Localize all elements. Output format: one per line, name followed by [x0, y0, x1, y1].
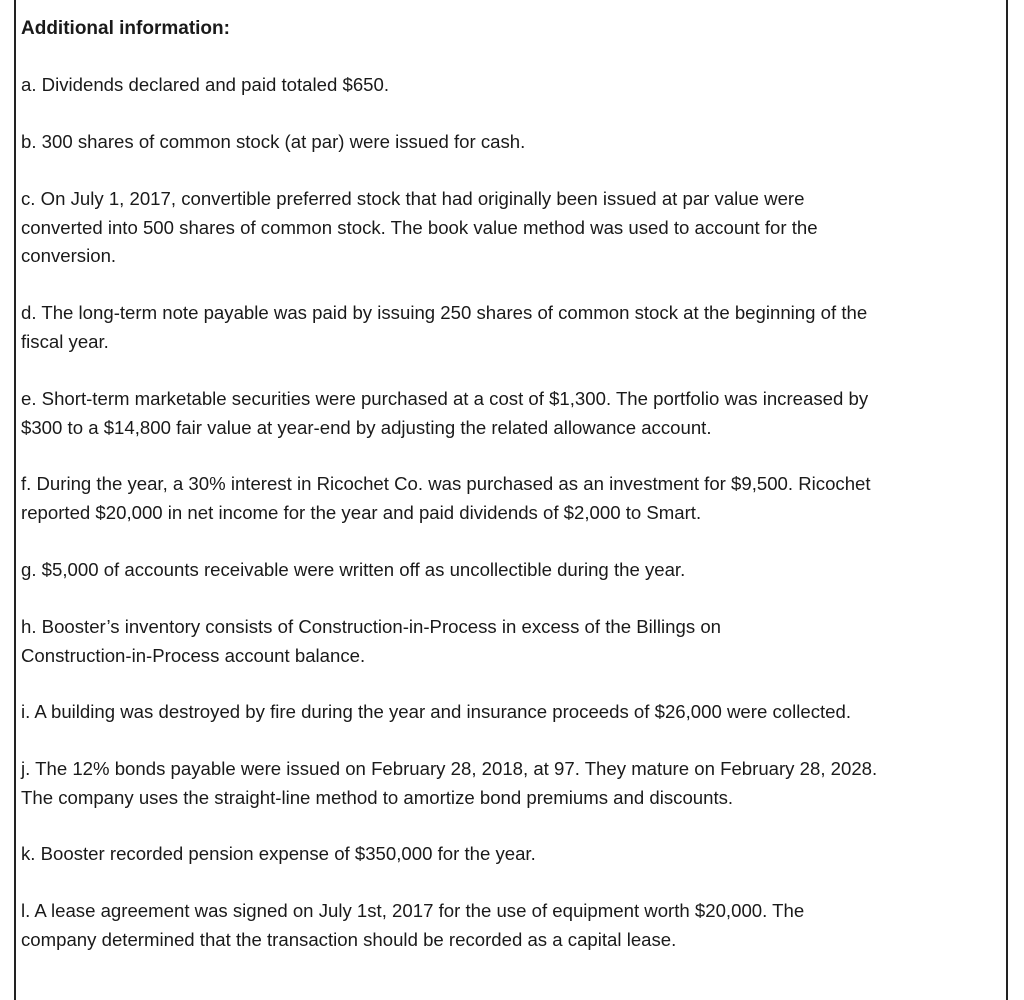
item-a: a. Dividends declared and paid totaled $650. — [21, 74, 390, 95]
item-j: j. The 12% bonds payable were issued on February 28, 2018, at 97. They mature on February 28, 2028. The company uses the straight-line method to amortize bond premiums and discounts. — [21, 758, 878, 808]
item-k: k. Booster recorded pension expense of $350,000 for the year. — [21, 843, 536, 864]
item-b: b. 300 shares of common stock (at par) were issued for cash. — [21, 131, 526, 152]
item-l: l. A lease agreement was signed on July 1st, 2017 for the use of equipment worth $20,000. The company determined that the transaction should be recorded as a capital lease. — [21, 900, 805, 950]
info-cell-frame — [14, 0, 1008, 1000]
item-f: f. During the year, a 30% interest in Ricochet Co. was purchased as an investment for $9,500. Ricochet reported $20,000 in net income for the year and paid dividends of $2,000 to Smart. — [21, 473, 871, 523]
item-i: i. A building was destroyed by fire during the year and insurance proceeds of $26,000 were collected. — [21, 701, 851, 722]
item-d: d. The long-term note payable was paid by issuing 250 shares of common stock at the beginning of the fiscal year. — [21, 302, 868, 352]
item-g: g. $5,000 of accounts receivable were written off as uncollectible during the year. — [21, 559, 686, 580]
item-h: h. Booster’s inventory consists of Construction-in-Process in excess of the Billings on Construction-in-Process account balance. — [21, 616, 721, 666]
item-c: c. On July 1, 2017, convertible preferred stock that had originally been issued at par value were converted into 500 shares of common stock. The book value method was used to account for the conversion. — [21, 188, 818, 266]
section-heading: Additional information: — [21, 18, 230, 39]
item-e: e. Short-term marketable securities were purchased at a cost of $1,300. The portfolio was increased by $300 to a $14,800 fair value at year-end by adjusting the related allowance account. — [21, 388, 869, 438]
